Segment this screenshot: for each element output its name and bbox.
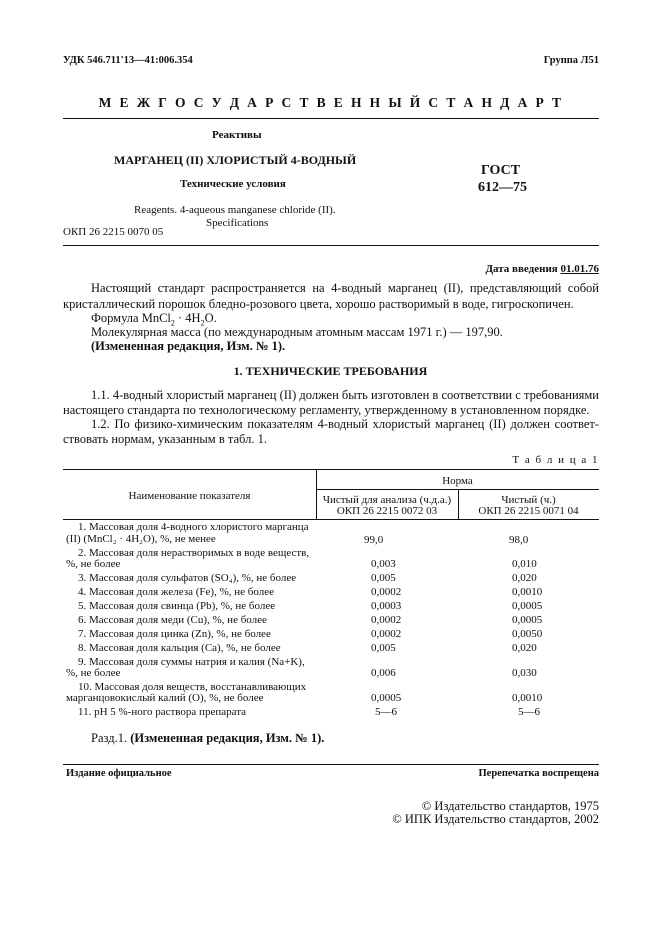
row-9-value-a: 0,006: [371, 667, 396, 679]
row-1-value-a: 99,0: [364, 534, 384, 546]
col-header-b-line1: Чистый (ч.): [501, 494, 556, 506]
row-2-label-line2: %, не более: [66, 558, 121, 570]
copyright-1975: © Издательство стандартов, 1975: [421, 799, 599, 813]
row-5-label: 5. Массовая доля свинца (Pb), %, не более: [78, 600, 276, 612]
row-7-value-a: 0,0002: [371, 628, 402, 640]
intro-paragraph-line1: Настоящий стандарт распространяется на 4-водный марганец (II), представляющий собой: [91, 281, 599, 295]
row-3-label: 3. Массовая доля сульфатов (SO₄), %, не более: [78, 572, 297, 584]
row-1-label-line2: (II) (MnCl₂ · 4H₂O), %, не менее: [66, 533, 216, 545]
section-note-prefix: Разд.1.: [91, 731, 131, 745]
formula-sub1: 2: [170, 318, 175, 328]
col-header-name: Наименование показателя: [128, 490, 251, 502]
okp-code: ОКП 26 2215 0070 05: [63, 226, 164, 238]
col-header-norm: Норма: [442, 475, 473, 487]
date-label: Дата введения: [485, 263, 558, 275]
row-3-value-a: 0,005: [371, 572, 396, 584]
row-7-value-b: 0,0050: [512, 628, 543, 640]
row-4-label: 4. Массовая доля железа (Fe), %, не более: [78, 586, 274, 598]
table-header-rule: [63, 519, 599, 520]
reprint-prohibited: Перепечатка воспрещена: [478, 768, 599, 779]
english-title-line2: Specifications: [206, 217, 269, 229]
official-edition: Издание официальное: [66, 768, 172, 779]
col-header-b-line2: ОКП 26 2215 0071 04: [478, 505, 579, 517]
paragraph-1-1-line2: настоящего стандарта по технологическому регламенту, утвержденному в установленном порядке.: [63, 403, 590, 417]
row-11-value-a: 5—6: [375, 706, 397, 718]
product-name: МАРГАНЕЦ (II) ХЛОРИСТЫЙ 4-ВОДНЫЙ: [114, 153, 357, 167]
row-9-label-line1: 9. Массовая доля суммы натрия и калия (Na+K),: [78, 656, 305, 668]
footer-rule: [63, 764, 599, 765]
row-4-value-a: 0,0002: [371, 586, 402, 598]
introduction-date: [485, 263, 599, 275]
row-8-label: 8. Массовая доля кальция (Ca), %, не более: [78, 642, 281, 654]
row-6-label: 6. Массовая доля меди (Cu), %, не более: [78, 614, 267, 626]
row-11-value-b: 5—6: [518, 706, 540, 718]
paragraph-1-2-line2: ствовать нормам, указанным в табл. 1.: [63, 432, 267, 446]
revision-note: (Измененная редакция, Изм. № 1).: [91, 339, 286, 353]
row-2-value-a: 0,003: [371, 558, 396, 570]
english-title-line1: Reagents. 4-aqueous manganese chloride (II).: [134, 204, 336, 216]
row-6-value-b: 0,0005: [512, 614, 543, 626]
gost-number: 612—75: [478, 180, 527, 195]
row-8-value-a: 0,005: [371, 642, 396, 654]
row-5-value-b: 0,0005: [512, 600, 543, 612]
formula-sub2: 2: [200, 318, 205, 328]
section-note-bold: (Измененная редакция, Изм. № 1).: [130, 731, 325, 745]
paragraph-1-1-line1: 1.1. 4-водный хлористый марганец (II) должен быть изготовлен в соответствии с требованиями: [91, 388, 599, 402]
row-9-value-b: 0,030: [512, 667, 537, 679]
category-label: Реактивы: [212, 129, 262, 141]
molar-mass: Молекулярная масса (по международным атомным массам 1971 г.) — 197,90.: [91, 325, 503, 339]
row-1-value-b: 98,0: [509, 534, 529, 546]
udk-code: УДК 546.711'13—41:006.354: [63, 55, 193, 66]
formula-suffix: O.: [204, 311, 217, 325]
table-top-rule: [63, 469, 599, 470]
date-value: 01.01.76: [560, 263, 599, 275]
standard-banner: М Е Ж Г О С У Д А Р С Т В Е Н Н Ы Й С Т А Н Д А Р Т: [98, 95, 564, 110]
group-code: Группа Л51: [543, 55, 599, 66]
row-8-value-b: 0,020: [512, 642, 537, 654]
row-11-label: 11. pH 5 %-ного раствора препарата: [78, 706, 247, 718]
row-10-label-line1: 10. Массовая доля веществ, восстанавливающих: [78, 681, 307, 693]
row-3-value-b: 0,020: [512, 572, 537, 584]
formula-prefix: Формула MnCl: [91, 311, 171, 325]
row-4-value-b: 0,0010: [512, 586, 543, 598]
paragraph-1-2-line1: 1.2. По физико-химическим показателям 4-водный хлористый марганец (II) должен соответ-: [91, 417, 599, 431]
header-rule: [63, 118, 599, 119]
intro-paragraph-line2: кристаллический порошок бледно-розового цвета, хорошо растворимый в воде, гигроскопичен.: [63, 297, 574, 311]
row-1-label-line1: 1. Массовая доля 4-водного хлористого марганца: [78, 521, 309, 533]
gost-label: ГОСТ: [481, 163, 521, 178]
col-header-a-line2: ОКП 26 2215 0072 03: [336, 505, 438, 517]
row-10-value-b: 0,0010: [512, 692, 543, 704]
row-10-label-line2: марганцовокислый калий (O), %, не более: [66, 692, 264, 704]
row-10-value-a: 0,0005: [371, 692, 402, 704]
title-rule: [63, 245, 599, 246]
section-heading: 1. ТЕХНИЧЕСКИЕ ТРЕБОВАНИЯ: [233, 364, 428, 378]
col-header-a-line1: Чистый для анализа (ч.д.а.): [322, 494, 452, 506]
row-2-label-line1: 2. Массовая доля нерастворимых в воде веществ,: [78, 547, 310, 559]
row-2-value-b: 0,010: [512, 558, 537, 570]
row-5-value-a: 0,0003: [371, 600, 402, 612]
copyright-2002: © ИПК Издательство стандартов, 2002: [392, 812, 599, 826]
section-revision-note: [91, 731, 324, 746]
conditions-label: Технические условия: [180, 178, 286, 190]
row-9-label-line2: %, не более: [66, 667, 121, 679]
row-6-value-a: 0,0002: [371, 614, 402, 626]
row-7-label: 7. Массовая доля цинка (Zn), %, не более: [78, 628, 271, 640]
table-label: Т а б л и ц а 1: [512, 454, 599, 466]
formula-mid: · 4H: [174, 311, 201, 325]
